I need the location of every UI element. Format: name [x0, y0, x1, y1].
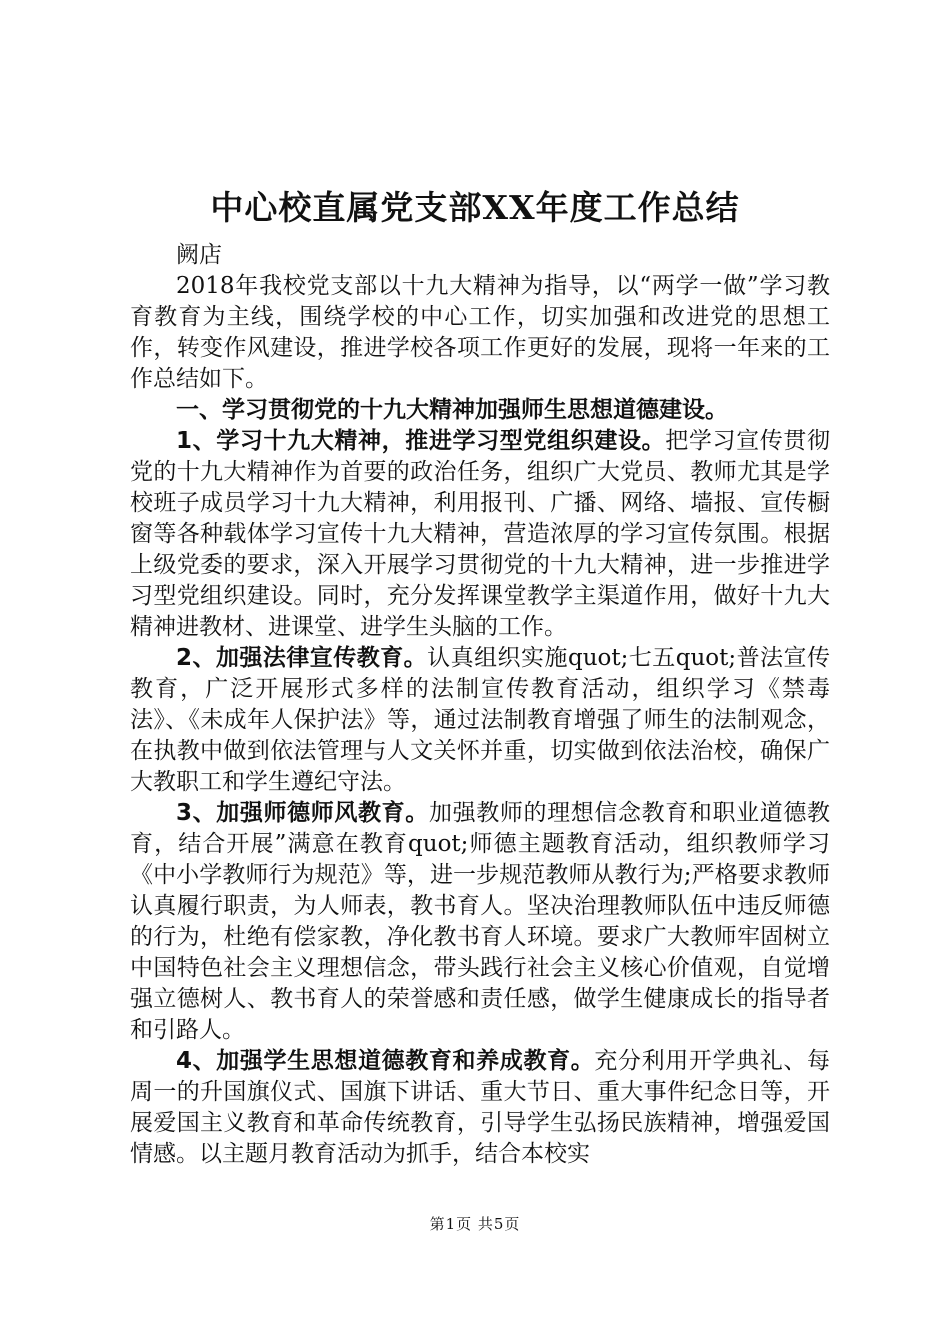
item-text: 认真组织实施quot;七五quot;普法宣传教育，广泛开展形式多样的法制宣传教育活动，组织学习《禁毒法》、《未成年人保护法》等，通过法制教育增强了师生的法制观念，在执教中做到依法管理与人文关怀并重，切实做到依法治校，确保广大教职工和学生遵纪守法。 [130, 645, 830, 795]
item-paragraph [130, 426, 830, 643]
document-title: 中心校直属党支部XX年度工作总结 [210, 188, 740, 227]
item-heading: 4、加强学生思想道德教育和养成教育。 [176, 1048, 595, 1074]
item-heading: 2、加强法律宣传教育。 [176, 645, 428, 671]
document-body [130, 240, 830, 1170]
item-heading: 3、加强师德师风教育。 [176, 800, 429, 826]
intro-paragraph: 2018年我校党支部以十九大精神为指导，以“两学一做”学习教育教育为主线，围绕学校的中心工作，切实加强和改进党的思想工作，转变作风建设，推进学校各项工作更好的发展，现将一年来的工作总结如下。 [130, 273, 830, 392]
item-text: 加强教师的理想信念教育和职业道德教育，结合开展”满意在教育quot;师德主题教育活动，组织教师学习《中小学教师行为规范》等，进一步规范教师从教行为;严格要求教师认真履行职责，为人师表，教书育人。坚决治理教师队伍中违反师德的行为，杜绝有偿家教，净化教书育人环境。要求广大教师牢固树立中国特色社会主义理想信念，带头践行社会主义核心价值观，自觉增强立德树人、教书育人的荣誉感和责任感，做学生健康成长的指导者和引路人。 [130, 800, 831, 1043]
author-line: 阙店 [176, 242, 222, 268]
item-text: 把学习宣传贯彻党的十九大精神作为首要的政治任务，组织广大党员、教师尤其是学校班子成员学习十九大精神，利用报刊、广播、网络、墙报、宣传橱窗等各种载体学习宣传十九大精神，营造浓厚的学习宣传氛围。根据上级党委的要求，深入开展学习贯彻党的十九大精神，进一步推进学习型党组织建设。同时，充分发挥课堂教学主渠道作用，做好十九大精神进教材、进课堂、进学生头脑的工作。 [130, 428, 830, 640]
page-footer: 第1页 共5页 [429, 1215, 521, 1233]
item-paragraph [130, 1046, 830, 1170]
item-paragraph [130, 798, 830, 1046]
item-paragraph [130, 643, 830, 798]
item-heading: 1、学习十九大精神，推进学习型党组织建设。 [176, 428, 666, 454]
section-heading: 一、学习贯彻党的十九大精神加强师生思想道德建设。 [176, 397, 728, 423]
item-text: 充分利用开学典礼、每周一的升国旗仪式、国旗下讲话、重大节日、重大事件纪念日等，开展爱国主义教育和革命传统教育，引导学生弘扬民族精神，增强爱国情感。以主题月教育活动为抓手，结合本校实 [130, 1048, 830, 1167]
